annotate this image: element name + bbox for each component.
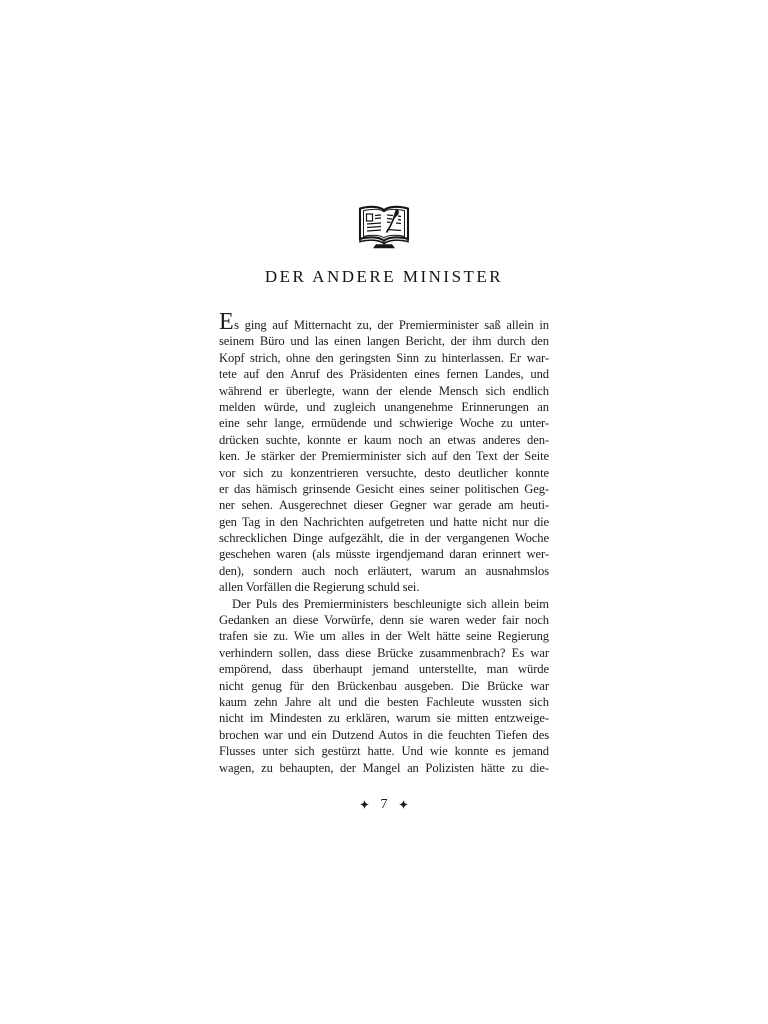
paragraph bbox=[219, 596, 549, 776]
text-line: Flusses unter sich gestürzt hatte. Und wie konnte es jemand bbox=[219, 744, 549, 759]
text-line: ken. Je stärker der Premierminister sich auf den Text der Seite bbox=[219, 449, 549, 464]
drop-cap: E bbox=[219, 309, 234, 335]
text-line bbox=[219, 309, 549, 335]
text-line: wagen, zu behaupten, der Mangel an Polizisten hätte zu die- bbox=[219, 760, 549, 775]
text-line: er das hämisch grinsende Gesicht eines seiner politischen Geg- bbox=[219, 481, 549, 496]
body-text bbox=[219, 309, 549, 776]
text-line: Gedanken an diese Vorwürfe, denn sie waren weder fair noch bbox=[219, 613, 549, 628]
text-line: nicht genug für den Brückenbau ausgeben. Die Brücke war bbox=[219, 678, 549, 693]
text-line: vor sich zu konzentrieren versuchte, desto deutlicher konnte bbox=[219, 465, 549, 480]
footer-ornament-icon bbox=[360, 800, 369, 809]
text-line-rest: s ging auf Mitternacht zu, der Premierminister saß allein in bbox=[234, 318, 549, 332]
text-line: den), sondern auch noch erläutert, warum an ausnahmslos bbox=[219, 563, 549, 578]
text-line: gen Tag in den Nachrichten aufgetreten und hatte nicht nur die bbox=[219, 514, 549, 529]
chapter-title: DER ANDERE MINISTER bbox=[264, 267, 504, 286]
footer-ornament-icon bbox=[399, 800, 408, 809]
text-line: ner sehen. Ausgerechnet dieser Gegner war gerade am heuti- bbox=[219, 498, 549, 513]
page-footer bbox=[0, 797, 768, 813]
chapter-ornament bbox=[0, 0, 768, 254]
text-line: melden würde, und zugleich unangenehme Erinnerungen an bbox=[219, 399, 549, 414]
text-line: eine sehr lange, ermüdende und schwierige Woche zu unter- bbox=[219, 416, 549, 431]
text-line: Der Puls des Premierministers beschleunigte sich allein beim bbox=[232, 596, 549, 611]
text-line: schrecklichen Dinge aufgezählt, die in der vergangenen Woche bbox=[219, 531, 549, 546]
paragraph bbox=[219, 309, 549, 596]
open-book-quill-icon bbox=[356, 203, 412, 249]
text-line: während er überlegte, wann der elende Mensch sich endlich bbox=[219, 383, 549, 398]
text-line: seinem Büro und las einen langen Bericht, der ihm durch den bbox=[219, 334, 549, 349]
text-line: brochen war und ein Dutzend Autos in die feuchten Tiefen des bbox=[219, 727, 549, 742]
text-line: geschehen waren (als müsste irgendjemand daran erinnert wer- bbox=[219, 547, 549, 562]
text-line: nicht im Mindesten zu erklären, warum sie mitten entzweige- bbox=[219, 711, 549, 726]
text-line: kaum zehn Jahre alt und die besten Fachleute wussten sich bbox=[219, 694, 549, 709]
page-number: 7 bbox=[380, 796, 388, 812]
text-line: drücken suchte, konnte er kaum noch an etwas anderes den- bbox=[219, 432, 549, 447]
text-line: verhindern sollen, dass diese Brücke zusammenbrach? Es war bbox=[219, 645, 549, 660]
text-line: empörend, dass überhaupt jemand unterstellte, man würde bbox=[219, 662, 549, 677]
text-line: trafen sie zu. Wie um alles in der Welt hätte seine Regierung bbox=[219, 629, 549, 644]
text-line: tete auf den Anruf des Präsidenten eines fernen Landes, und bbox=[219, 367, 549, 382]
text-line: Kopf strich, ohne den geringsten Sinn zu hinterlassen. Er war- bbox=[219, 350, 549, 365]
text-line: allen Vorfällen die Regierung schuld sei. bbox=[219, 580, 420, 595]
